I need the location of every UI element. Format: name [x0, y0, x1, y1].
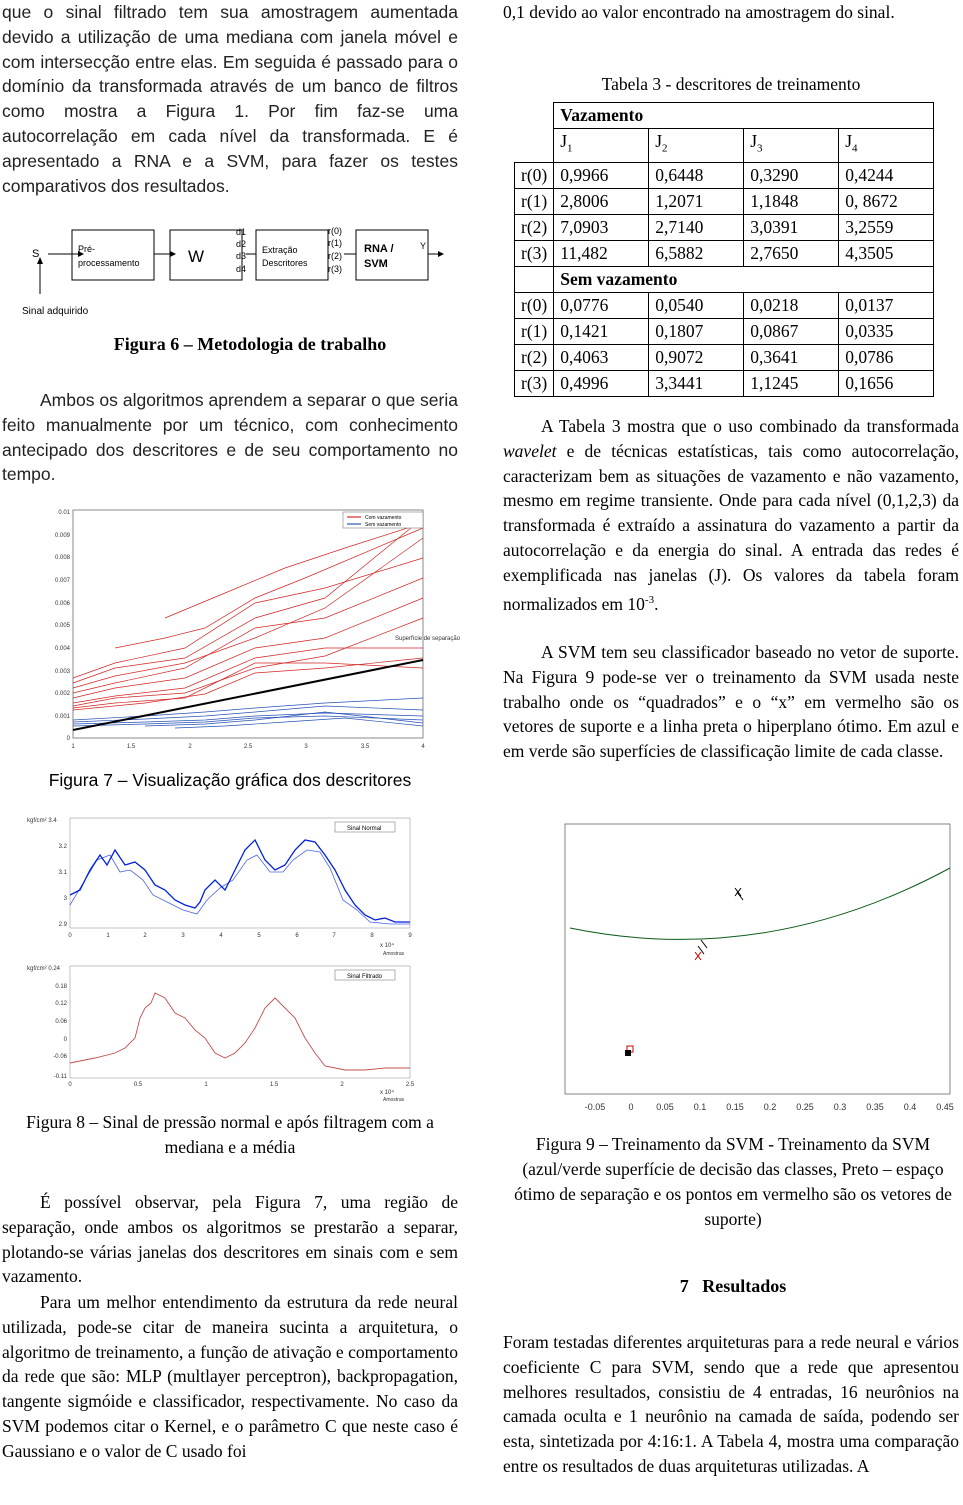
svg-text:0.15: 0.15 [726, 1102, 744, 1112]
svg-text:0: 0 [68, 1082, 72, 1088]
figure-9-caption: Figura 9 – Treinamento da SVM - Treinamento da SVM (azul/verde superfície de decisão das classes, Preto – espaço ótimo de separação e os pontos em vermelho são os vetores de suporte) [514, 1134, 952, 1229]
svg-text:0.12: 0.12 [55, 1001, 67, 1007]
svg-text:Pré-: Pré- [78, 244, 96, 254]
figure-8-top-chart [25, 810, 425, 960]
signal-s-label: S [32, 248, 40, 260]
svg-text:Amostras: Amostras [383, 951, 405, 957]
svg-text:7: 7 [332, 933, 336, 939]
svg-text:0: 0 [68, 933, 72, 939]
svg-text:Sinal Filtrado: Sinal Filtrado [347, 974, 383, 980]
svg-text:3.2: 3.2 [58, 844, 67, 850]
wavelet-box [170, 230, 242, 280]
table-row: r(0) 0,9966 0,6448 0,3290 0,4244 [515, 162, 934, 188]
svg-text:2.9: 2.9 [58, 922, 67, 928]
table-header-row: $J_1$ $J_2$ $J_3$ $J_4$ [515, 129, 934, 163]
svg-text:0.4: 0.4 [903, 1102, 917, 1112]
svg-text:1: 1 [204, 1082, 208, 1088]
svg-text:Com vazamento: Com vazamento [365, 515, 402, 521]
sinal-adquirido-label: Sinal adquirido [22, 306, 89, 317]
svg-text:-0.11: -0.11 [53, 1074, 67, 1080]
figure-7-chart [25, 498, 461, 756]
rna-svm-box [356, 230, 428, 280]
svg-text:0: 0 [628, 1102, 634, 1112]
svg-text:d3: d3 [236, 251, 247, 261]
svm-paragraph: A SVM tem seu classificador baseado no vetor de suporte. Na Figura 9 pode-se ver o treinamento da SVM usada neste trabalho onde os “quadrados” e o “x” em vermelho são os vetores de suporte e a linha preta o hiperplano ótimo. Em azul e em verde são superfícies de classificação limite de cada classe. [503, 642, 959, 762]
svg-text:r(1): r(1) [328, 238, 342, 248]
svg-text:0.004: 0.004 [54, 646, 70, 652]
figure-6-caption: Figura 6 – Metodologia de trabalho [113, 334, 387, 354]
table-row: r(1) 2,8006 1,2071 1,1848 0, 8672 [515, 188, 934, 214]
svg-text:0: 0 [63, 1037, 67, 1043]
svg-text:0: 0 [66, 736, 70, 742]
table-row: r(0) 0,0776 0,0540 0,0218 0,0137 [515, 292, 934, 318]
svg-text:0.18: 0.18 [55, 984, 67, 990]
svg-text:Descritores: Descritores [262, 258, 308, 268]
svg-text:-0.06: -0.06 [53, 1054, 67, 1060]
svg-text:2.5: 2.5 [243, 744, 253, 750]
table-3 [514, 102, 934, 397]
section-heading-resultados: 7 Resultados [679, 1276, 787, 1296]
figure-8-bottom-chart [25, 958, 425, 1103]
fig7-xticks [71, 744, 425, 750]
svg-text:3: 3 [63, 896, 67, 902]
svg-text:Extração: Extração [262, 245, 298, 255]
svg-text:r(2): r(2) [328, 251, 342, 261]
table-3-title: Tabela 3 - descritores de treinamento [601, 74, 861, 94]
svg-text:2: 2 [188, 744, 192, 750]
c-value-paragraph: 0,1 devido ao valor encontrado na amostragem do sinal. [503, 2, 895, 22]
table-row: r(1) 0,1421 0,1807 0,0867 0,0335 [515, 318, 934, 344]
separation-paragraph: É possível observar, pela Figura 7, uma região de separação, onde ambos os algoritmos se prestarão a separar, plotando-se várias janelas dos descritores em sinais com e sem vazamento. [2, 1192, 458, 1287]
svg-text:x 10⁴: x 10⁴ [380, 1090, 394, 1096]
svg-text:1: 1 [106, 933, 110, 939]
svg-text:0.45: 0.45 [936, 1102, 954, 1112]
svg-text:0.003: 0.003 [54, 669, 70, 675]
svg-text:3.5: 3.5 [360, 744, 370, 750]
svg-text:2: 2 [340, 1082, 344, 1088]
figure-7-caption: Figura 7 – Visualização gráfica dos descritores [48, 770, 412, 790]
fig9-xticks [585, 1102, 954, 1112]
svg-text:0.3: 0.3 [833, 1102, 847, 1112]
svg-text:RNA /: RNA / [364, 243, 394, 255]
table-discussion-paragraph: A Tabela 3 mostra que o uso combinado da transformada wavelet e de técnicas estatísticas, tais como autocorrelação, caracterizam bem as situações de vazamento e não vazamento, mesmo em regime transiente. Onde para cada nível (0,1,2,3) da transformada é extraído a assinatura do vazamento a partir da autocorrelação e da energia do sinal. A entrada das redes é exemplificada nas janelas (J). Os valores da tabela foram normalizados em $10^{-3}$. [503, 416, 959, 614]
table-section-vazamento: Vazamento [554, 103, 934, 129]
svg-text:5: 5 [257, 933, 261, 939]
svg-text:r(3): r(3) [328, 264, 342, 274]
svg-text:3: 3 [304, 744, 308, 750]
algorithms-paragraph: Ambos os algoritmos aprendem a separar o que seria feito manualmente por um técnico, com conhecimento antecipado dos descritores e de seu comportamento no tempo. [2, 390, 458, 485]
svg-text:SVM: SVM [364, 258, 388, 270]
svg-text:0.06: 0.06 [55, 1019, 67, 1025]
svg-text:1.5: 1.5 [126, 744, 136, 750]
svg-text:0.009: 0.009 [54, 533, 70, 539]
separation-annotation: Superfície de separação [395, 636, 461, 642]
svg-text:6: 6 [295, 933, 299, 939]
svg-text:0.25: 0.25 [796, 1102, 814, 1112]
svg-text:d1: d1 [236, 227, 247, 237]
w-label: W [188, 247, 205, 266]
svg-text:1.5: 1.5 [269, 1082, 279, 1088]
results-paragraph: Foram testadas diferentes arquiteturas para a rede neural e vários coeficiente C para SVM, sendo que a rede que apresentou melhores resultados, consistiu de 4 entradas, 16 neurônios na camada oculta e 1 neurônio na camada de saída, podendo ser esta, sintetizada por 4:16:1. A Tabela 4, mostra uma comparação entre os resultados de duas arquiteturas utilizadas. A [503, 1332, 959, 1476]
svg-text:0.007: 0.007 [54, 578, 70, 584]
table-row: r(2) 7,0903 2,7140 3,0391 3,2559 [515, 214, 934, 240]
svg-text:kgf/cm² 0.24: kgf/cm² 0.24 [27, 966, 61, 972]
network-paragraph: Para um melhor entendimento da estrutura da rede neural utilizada, pode-se citar de maneira sucinta a arquitetura, o algoritmo de treinamento, a função de ativação e comportamento da rede que são: MLP (multlayer perceptron), backpropagation, tangente sigmóide e classificador, respectivamente. No caso da SVM podemos citar o Kernel, e o parâmetro C que neste caso é Gaussiano e o valor de C usado foi [2, 1292, 458, 1461]
svg-text:x 10⁴: x 10⁴ [380, 943, 394, 949]
svg-text:d2: d2 [236, 239, 247, 249]
figure-9-chart [555, 818, 955, 1118]
svg-text:0.35: 0.35 [866, 1102, 884, 1112]
svg-text:3: 3 [181, 933, 185, 939]
svg-text:kgf/cm² 3.4: kgf/cm² 3.4 [27, 818, 57, 824]
svg-text:0.1: 0.1 [693, 1102, 707, 1112]
svg-text:Amostras: Amostras [383, 1097, 405, 1103]
intro-paragraph: que o sinal filtrado tem sua amostragem aumentada devido a utilização de uma mediana com janela móvel e com intersecção entre elas. Em seguida é passado para o domínio da transformada através de um banco de filtros como mostra a Figura 1. Por fim faz-se uma autocorrelação em cada nível da transformada. E é apresentado a RNA e a SVM, para fazer os testes comparativos dos resultados. [2, 2, 458, 196]
svg-text:0.001: 0.001 [54, 714, 70, 720]
svg-text:Sem vazamento: Sem vazamento [365, 522, 402, 528]
svg-text:r(0): r(0) [328, 226, 342, 236]
svg-text:Sinal Normal: Sinal Normal [347, 826, 382, 832]
svg-text:3.1: 3.1 [58, 870, 67, 876]
svg-text:8: 8 [370, 933, 374, 939]
figure-8-caption: Figura 8 – Sinal de pressão normal e após filtragem com a mediana e a média [26, 1112, 434, 1157]
svg-text:4: 4 [421, 744, 425, 750]
table-row: r(3) 11,482 6,5882 2,7650 4,3505 [515, 240, 934, 266]
svg-text:0.01: 0.01 [58, 510, 70, 516]
svg-text:0.008: 0.008 [54, 555, 70, 561]
svg-text:0.006: 0.006 [54, 601, 70, 607]
svg-text:0.002: 0.002 [54, 691, 70, 697]
table-row: r(3) 0,4996 3,3441 1,1245 0,1656 [515, 370, 934, 396]
preprocess-box [72, 230, 154, 280]
figure-6-diagram [20, 222, 450, 322]
svg-text:9: 9 [408, 933, 412, 939]
svg-text:0.2: 0.2 [763, 1102, 777, 1112]
fig7-yticks [55, 510, 71, 742]
svg-text:0.5: 0.5 [133, 1082, 143, 1088]
svg-text:4: 4 [219, 933, 223, 939]
svg-text:2: 2 [143, 933, 147, 939]
table-row: r(2) 0,4063 0,9072 0,3641 0,0786 [515, 344, 934, 370]
svg-text:-0.05: -0.05 [584, 1102, 606, 1112]
table-section-sem-vazamento: Sem vazamento [554, 266, 934, 292]
svg-text:d4: d4 [236, 264, 247, 274]
svg-text:1: 1 [71, 744, 75, 750]
extraction-box [256, 230, 328, 280]
y-label: Y [420, 241, 427, 251]
svg-text:0.005: 0.005 [54, 623, 70, 629]
svg-text:processamento: processamento [78, 258, 140, 268]
svg-text:2.5: 2.5 [405, 1082, 415, 1088]
svg-text:0.05: 0.05 [656, 1102, 674, 1112]
